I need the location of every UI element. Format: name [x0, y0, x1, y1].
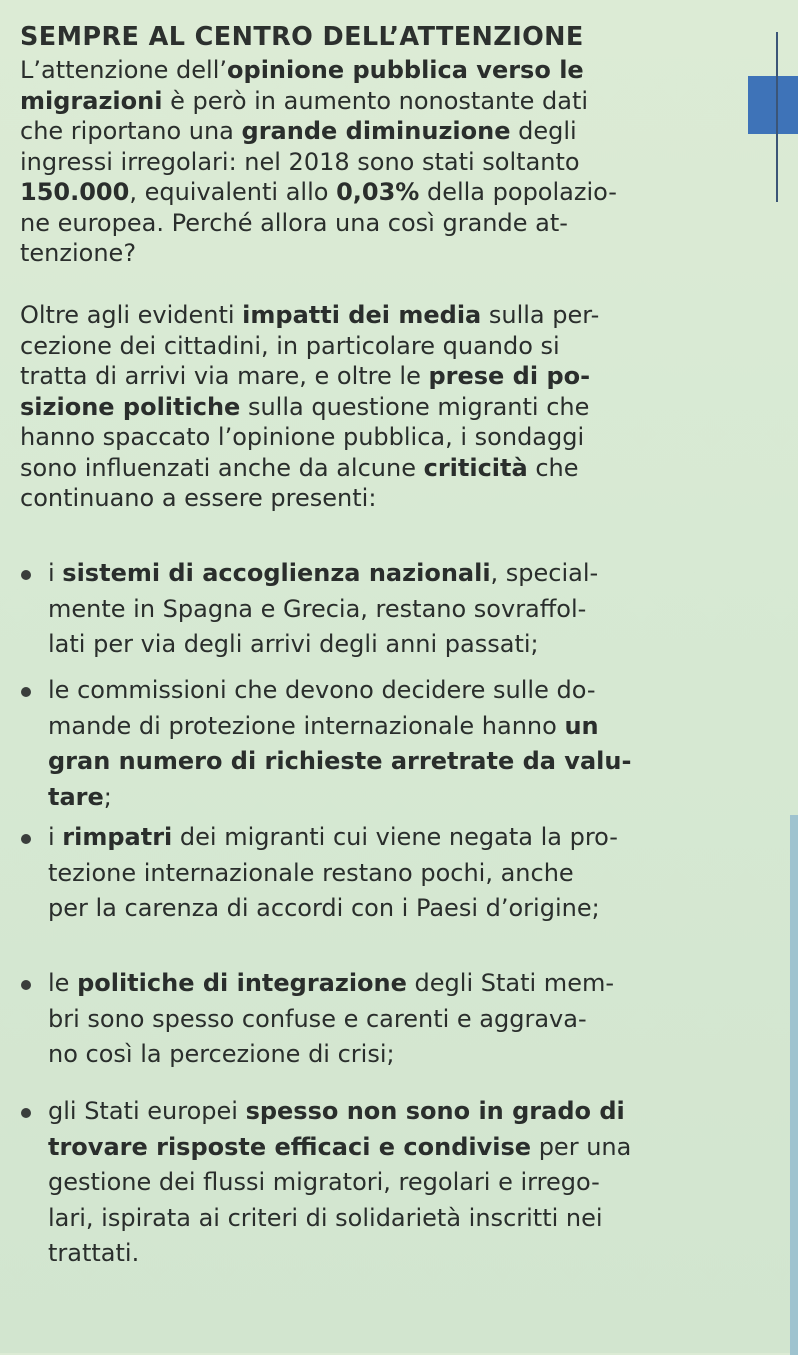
text: Oltre agli evidenti — [20, 301, 243, 329]
text: è però in aumento nonostante dati — [162, 86, 589, 115]
text: i — [48, 823, 63, 851]
text-line — [48, 966, 768, 1002]
text: gli Stati europei — [48, 1097, 246, 1125]
bold-text: migrazioni — [20, 86, 163, 115]
bold-text: 0,03% — [336, 178, 420, 206]
text-line — [48, 744, 768, 780]
text: , special- — [490, 559, 599, 587]
page-edge-strip — [790, 815, 798, 1355]
text-line — [48, 627, 768, 663]
text: cezione dei cittadini, in particolare quando si — [20, 331, 560, 360]
text-line — [20, 453, 720, 484]
bold-text: politiche di integrazione — [77, 969, 407, 997]
text: sono influenzati anche da alcune — [20, 453, 424, 482]
text: bri sono spesso confuse e carenti e aggrava- — [48, 1004, 587, 1033]
text-line — [20, 422, 720, 453]
text-line — [20, 208, 720, 239]
text: L’attenzione dell’ — [20, 56, 228, 84]
section-heading: SEMPRE AL CENTRO DELL’ATTENZIONE — [20, 22, 584, 52]
text: i — [48, 559, 63, 587]
text-line — [48, 1165, 768, 1201]
text-line — [20, 300, 720, 331]
text: ; — [103, 782, 112, 811]
bold-text: sistemi di accoglienza nazionali — [62, 559, 491, 587]
text: le — [48, 969, 78, 997]
text-line — [20, 331, 720, 362]
text-line — [48, 780, 768, 816]
text: hanno spaccato l’opinione pubblica, i sondaggi — [20, 423, 585, 451]
text: della popolazio- — [419, 178, 617, 206]
text: tezione internazionale restano pochi, anche — [48, 858, 574, 887]
bold-text: opinione pubblica verso le — [227, 56, 584, 84]
bold-text: sizione politiche — [20, 392, 241, 421]
text: tenzione? — [20, 239, 137, 267]
text: sulla questione migranti che — [240, 392, 590, 421]
text: che riportano una — [20, 117, 242, 145]
text: mande di protezione internazionale hanno — [48, 711, 565, 740]
text-line — [48, 1130, 768, 1166]
text-line — [20, 147, 720, 178]
list-item-text — [48, 1094, 768, 1272]
text-line — [48, 709, 768, 745]
text-line — [48, 1037, 768, 1073]
text: le commissioni che devono decidere sulle do- — [48, 676, 596, 704]
paragraph-intro — [20, 55, 720, 269]
bold-text: prese di po- — [428, 362, 591, 390]
text: gestione dei flussi migratori, regolari e irrego- — [48, 1168, 600, 1196]
text-line — [20, 238, 720, 269]
list-item-text — [48, 820, 768, 927]
text: mente in Spagna e Grecia, restano sovraffol- — [48, 594, 587, 623]
text-line — [20, 392, 720, 423]
bold-text: spesso non sono in grado di — [245, 1097, 625, 1125]
bold-text: un — [564, 711, 599, 740]
text-line — [20, 55, 720, 86]
text: lati per via degli arrivi degli anni passati; — [48, 630, 539, 658]
text-line — [48, 556, 768, 592]
paragraph-criticita — [20, 300, 720, 514]
text: per la carenza di accordi con i Paesi d’origine; — [48, 894, 600, 922]
bold-text: gran numero di richieste arretrate da valu- — [48, 747, 632, 775]
bullet-icon — [21, 1108, 31, 1118]
bold-text: tare — [48, 782, 104, 811]
text-line — [48, 820, 768, 856]
bold-text: 150.000 — [20, 178, 130, 206]
text-line — [20, 86, 720, 117]
list-item-text — [48, 556, 768, 663]
bullet-icon — [21, 570, 31, 580]
text: tratta di arrivi via mare, e oltre le — [20, 362, 429, 390]
text-line — [20, 116, 720, 147]
bold-text: trovare risposte efficaci e condivise — [48, 1132, 532, 1161]
text: no così la percezione di crisi; — [48, 1040, 395, 1068]
margin-rule — [776, 32, 778, 202]
text: continuano a essere presenti: — [20, 484, 377, 512]
bullet-icon — [21, 687, 31, 697]
text: che — [527, 453, 579, 482]
text: , equivalenti allo — [129, 178, 337, 206]
list-item-text — [48, 673, 768, 815]
text-line — [48, 673, 768, 709]
bold-text: impatti dei media — [242, 301, 482, 329]
bold-text: rimpatri — [62, 823, 173, 851]
text-line — [48, 1201, 768, 1237]
text: dei migranti cui viene negata la pro- — [172, 823, 618, 851]
bullet-icon — [21, 980, 31, 990]
text: trattati. — [48, 1239, 140, 1267]
text-line — [48, 592, 768, 628]
text: per una — [531, 1132, 632, 1161]
text: degli — [510, 117, 577, 145]
text-line — [48, 856, 768, 892]
text: ne europea. Perché allora una così grande at- — [20, 208, 568, 237]
text-line — [20, 361, 720, 392]
text: ingressi irregolari: nel 2018 sono stati soltanto — [20, 147, 580, 176]
list-item-text — [48, 966, 768, 1073]
bold-text: criticità — [423, 453, 528, 482]
text: lari, ispirata ai criteri di solidarietà inscritti nei — [48, 1203, 603, 1232]
text: sulla per- — [481, 301, 600, 329]
margin-blue-tab — [748, 76, 798, 134]
text-line — [48, 1094, 768, 1130]
text-line — [48, 1236, 768, 1272]
bullet-icon — [21, 834, 31, 844]
text: degli Stati mem- — [406, 969, 614, 997]
text-line — [20, 177, 720, 208]
text-line — [48, 891, 768, 927]
text-line — [20, 483, 720, 514]
bold-text: grande diminuzione — [241, 117, 511, 145]
text-line — [48, 1002, 768, 1038]
